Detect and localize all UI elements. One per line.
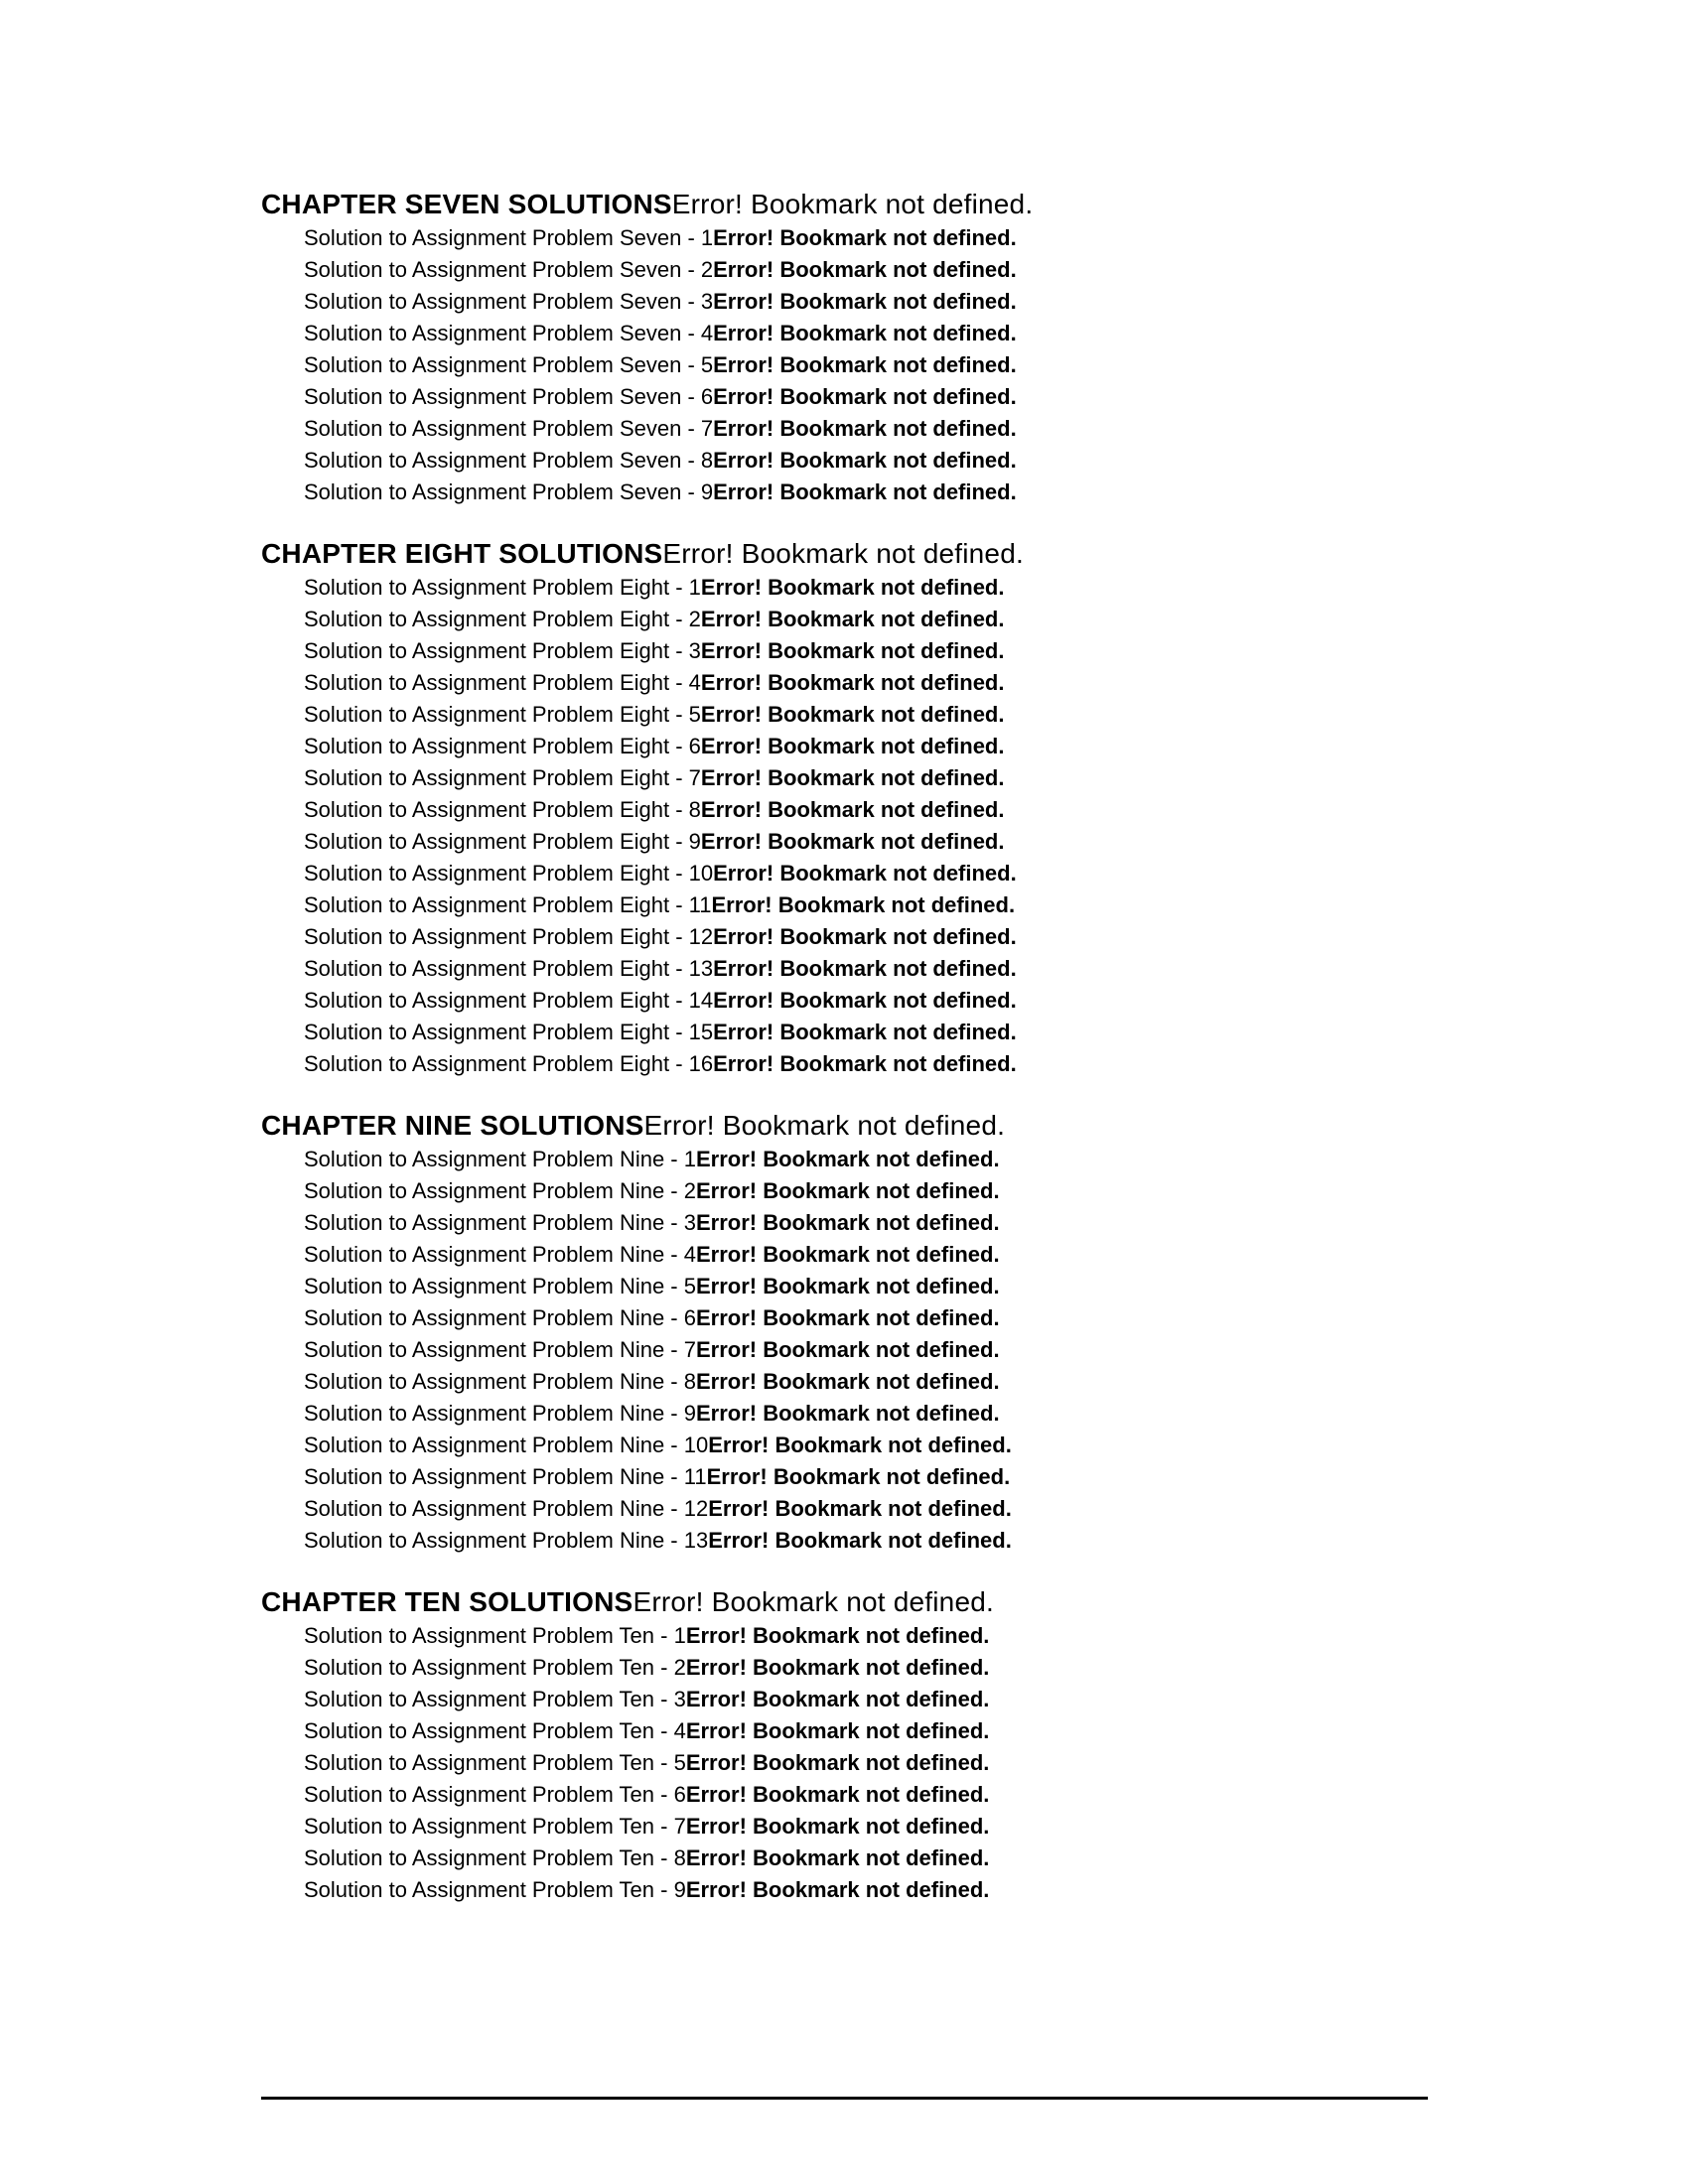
toc-entry-bookmark-error: Error! Bookmark not defined. [685,1782,990,1807]
toc-entry[interactable] [261,1048,1502,1080]
toc-entry[interactable] [261,1493,1502,1525]
toc-entry-title: Solution to Assignment Problem Eight - 6 [304,734,701,758]
toc-entry[interactable] [261,286,1502,318]
toc-entry-bookmark-error: Error! Bookmark not defined. [695,1274,1000,1298]
toc-entry-title: Solution to Assignment Problem Eight - 3 [304,638,701,663]
chapter-heading[interactable] [261,187,1502,222]
toc-entry[interactable] [261,1525,1502,1557]
toc-entry-title: Solution to Assignment Problem Ten - 5 [304,1750,686,1775]
toc-entry-title: Solution to Assignment Problem Seven - 7 [304,416,714,441]
toc-entry[interactable] [261,1652,1502,1684]
toc-entry-title: Solution to Assignment Problem Nine - 10 [304,1433,709,1457]
chapter-heading-title: CHAPTER TEN SOLUTIONS [261,1586,633,1617]
toc-entry-title: Solution to Assignment Problem Ten - 3 [304,1687,686,1711]
toc-entry-title: Solution to Assignment Problem Ten - 7 [304,1814,686,1839]
chapter-section [261,536,1502,1080]
toc-entry-bookmark-error: Error! Bookmark not defined. [695,1210,1000,1235]
toc-entry-bookmark-error: Error! Bookmark not defined. [713,861,1017,886]
toc-entry[interactable] [261,318,1502,349]
toc-entry-bookmark-error: Error! Bookmark not defined. [695,1147,1000,1171]
toc-entry-title: Solution to Assignment Problem Eight - 15 [304,1020,714,1044]
toc-entry-bookmark-error: Error! Bookmark not defined. [700,702,1005,727]
toc-entry-title: Solution to Assignment Problem Nine - 11 [304,1464,707,1489]
toc-entry-title: Solution to Assignment Problem Eight - 1 [304,575,701,600]
toc-entry-title: Solution to Assignment Problem Eight - 2 [304,607,701,631]
chapter-heading[interactable] [261,536,1502,572]
toc-entry-title: Solution to Assignment Problem Seven - 1 [304,225,714,250]
toc-entry[interactable] [261,635,1502,667]
toc-entry-bookmark-error: Error! Bookmark not defined. [685,1750,990,1775]
toc-entry-bookmark-error: Error! Bookmark not defined. [708,1496,1012,1521]
toc-entry-bookmark-error: Error! Bookmark not defined. [685,1687,990,1711]
toc-entry-bookmark-error: Error! Bookmark not defined. [695,1242,1000,1267]
toc-entry-bookmark-error: Error! Bookmark not defined. [700,575,1005,600]
toc-entry-bookmark-error: Error! Bookmark not defined. [713,1020,1017,1044]
toc-entry[interactable] [261,921,1502,953]
toc-entry-bookmark-error: Error! Bookmark not defined. [685,1845,990,1870]
toc-entry-bookmark-error: Error! Bookmark not defined. [700,670,1005,695]
toc-entry-bookmark-error: Error! Bookmark not defined. [685,1814,990,1839]
toc-entry-title: Solution to Assignment Problem Nine - 6 [304,1305,696,1330]
toc-entry[interactable] [261,1843,1502,1874]
toc-entry[interactable] [261,762,1502,794]
toc-entry-bookmark-error: Error! Bookmark not defined. [711,892,1016,917]
toc-entry-title: Solution to Assignment Problem Eight - 10 [304,861,714,886]
toc-entry-bookmark-error: Error! Bookmark not defined. [695,1337,1000,1362]
toc-entry-bookmark-error: Error! Bookmark not defined. [713,416,1017,441]
toc-entry-bookmark-error: Error! Bookmark not defined. [713,352,1017,377]
toc-entry[interactable] [261,1175,1502,1207]
toc-entry[interactable] [261,445,1502,477]
toc-entry-bookmark-error: Error! Bookmark not defined. [713,384,1017,409]
toc-entry[interactable] [261,858,1502,889]
toc-entry[interactable] [261,953,1502,985]
toc-entry[interactable] [261,1747,1502,1779]
chapter-heading-title: CHAPTER NINE SOLUTIONS [261,1110,644,1141]
toc-entry-title: Solution to Assignment Problem Nine - 5 [304,1274,696,1298]
toc-entry-bookmark-error: Error! Bookmark not defined. [695,1369,1000,1394]
toc-entry-bookmark-error: Error! Bookmark not defined. [713,321,1017,345]
toc-entry-title: Solution to Assignment Problem Eight - 16 [304,1051,714,1076]
toc-entry-title: Solution to Assignment Problem Eight - 9 [304,829,701,854]
toc-entry[interactable] [261,1811,1502,1843]
chapter-entries [261,1144,1502,1557]
toc-entry-title: Solution to Assignment Problem Ten - 4 [304,1718,686,1743]
toc-entry-title: Solution to Assignment Problem Eight - 7 [304,765,701,790]
toc-entry[interactable] [261,794,1502,826]
toc-entry-bookmark-error: Error! Bookmark not defined. [695,1305,1000,1330]
toc-entry-title: Solution to Assignment Problem Eight - 11 [304,892,712,917]
toc-entry-title: Solution to Assignment Problem Eight - 14 [304,988,714,1013]
footer-divider-line [261,2097,1428,2100]
toc-entry[interactable] [261,1366,1502,1398]
toc-entry-bookmark-error: Error! Bookmark not defined. [700,638,1005,663]
toc-entry-title: Solution to Assignment Problem Nine - 8 [304,1369,696,1394]
toc-entry[interactable] [261,381,1502,413]
chapter-heading-bookmark-error: Error! Bookmark not defined. [671,189,1034,219]
toc-entry[interactable] [261,1684,1502,1715]
toc-entry-title: Solution to Assignment Problem Ten - 2 [304,1655,686,1680]
toc-entry-title: Solution to Assignment Problem Seven - 2 [304,257,714,282]
chapter-heading[interactable] [261,1108,1502,1144]
toc-entry-title: Solution to Assignment Problem Eight - 5 [304,702,701,727]
toc-entry[interactable] [261,1430,1502,1461]
toc-entry-title: Solution to Assignment Problem Seven - 8 [304,448,714,473]
chapter-heading[interactable] [261,1584,1502,1620]
toc-entry[interactable] [261,1271,1502,1302]
toc-entry-title: Solution to Assignment Problem Nine - 1 [304,1147,696,1171]
toc-entry-bookmark-error: Error! Bookmark not defined. [700,734,1005,758]
toc-entry[interactable] [261,1334,1502,1366]
toc-entry[interactable] [261,667,1502,699]
chapter-section [261,187,1502,508]
toc-entry-title: Solution to Assignment Problem Nine - 3 [304,1210,696,1235]
toc-entry[interactable] [261,1302,1502,1334]
toc-entry-bookmark-error: Error! Bookmark not defined. [713,1051,1017,1076]
toc-entry-title: Solution to Assignment Problem Eight - 13 [304,956,714,981]
toc-entry-title: Solution to Assignment Problem Eight - 8 [304,797,701,822]
toc-entry-bookmark-error: Error! Bookmark not defined. [706,1464,1011,1489]
toc-entry[interactable] [261,604,1502,635]
toc-entry[interactable] [261,477,1502,508]
toc-entry-title: Solution to Assignment Problem Seven - 9 [304,479,714,504]
toc-entry[interactable] [261,1398,1502,1430]
toc-entry-title: Solution to Assignment Problem Nine - 9 [304,1401,696,1426]
toc-entry[interactable] [261,572,1502,604]
chapter-heading-bookmark-error: Error! Bookmark not defined. [633,1586,994,1617]
chapter-entries [261,572,1502,1080]
toc-entry[interactable] [261,413,1502,445]
chapter-heading-bookmark-error: Error! Bookmark not defined. [643,1110,1006,1141]
toc-entry[interactable] [261,889,1502,921]
toc-entry-title: Solution to Assignment Problem Eight - 12 [304,924,714,949]
toc-entry-title: Solution to Assignment Problem Nine - 2 [304,1178,696,1203]
toc-entry[interactable] [261,222,1502,254]
toc-entry-title: Solution to Assignment Problem Nine - 13 [304,1528,709,1553]
table-of-contents [261,187,1502,1906]
toc-entry[interactable] [261,349,1502,381]
toc-entry-bookmark-error: Error! Bookmark not defined. [685,1623,990,1648]
toc-entry[interactable] [261,1207,1502,1239]
toc-entry-bookmark-error: Error! Bookmark not defined. [713,448,1017,473]
toc-entry[interactable] [261,1620,1502,1652]
toc-entry[interactable] [261,1715,1502,1747]
toc-entry-bookmark-error: Error! Bookmark not defined. [713,988,1017,1013]
toc-entry[interactable] [261,731,1502,762]
toc-entry-bookmark-error: Error! Bookmark not defined. [700,797,1005,822]
toc-entry[interactable] [261,1461,1502,1493]
toc-entry-bookmark-error: Error! Bookmark not defined. [713,479,1017,504]
chapter-heading-bookmark-error: Error! Bookmark not defined. [662,538,1024,569]
toc-entry[interactable] [261,699,1502,731]
toc-entry-bookmark-error: Error! Bookmark not defined. [700,765,1005,790]
toc-entry-title: Solution to Assignment Problem Seven - 5 [304,352,714,377]
chapter-entries [261,1620,1502,1906]
toc-entry-title: Solution to Assignment Problem Nine - 4 [304,1242,696,1267]
chapter-heading-title: CHAPTER SEVEN SOLUTIONS [261,189,672,219]
chapter-section [261,1584,1502,1906]
toc-entry-title: Solution to Assignment Problem Ten - 6 [304,1782,686,1807]
toc-entry-title: Solution to Assignment Problem Nine - 7 [304,1337,696,1362]
toc-entry-bookmark-error: Error! Bookmark not defined. [695,1178,1000,1203]
toc-entry-title: Solution to Assignment Problem Ten - 1 [304,1623,686,1648]
toc-entry[interactable] [261,1239,1502,1271]
toc-entry-bookmark-error: Error! Bookmark not defined. [713,924,1017,949]
toc-entry-title: Solution to Assignment Problem Seven - 4 [304,321,714,345]
toc-entry-title: Solution to Assignment Problem Seven - 3 [304,289,714,314]
toc-entry[interactable] [261,1874,1502,1906]
toc-entry-bookmark-error: Error! Bookmark not defined. [685,1877,990,1902]
toc-entry-bookmark-error: Error! Bookmark not defined. [708,1433,1012,1457]
toc-entry-title: Solution to Assignment Problem Ten - 8 [304,1845,686,1870]
toc-entry-bookmark-error: Error! Bookmark not defined. [685,1655,990,1680]
toc-entry[interactable] [261,1779,1502,1811]
chapter-section [261,1108,1502,1557]
toc-entry[interactable] [261,985,1502,1017]
toc-entry[interactable] [261,1144,1502,1175]
toc-entry-bookmark-error: Error! Bookmark not defined. [713,257,1017,282]
chapter-entries [261,222,1502,508]
chapter-heading-title: CHAPTER EIGHT SOLUTIONS [261,538,663,569]
toc-entry-title: Solution to Assignment Problem Seven - 6 [304,384,714,409]
toc-entry-title: Solution to Assignment Problem Ten - 9 [304,1877,686,1902]
toc-entry-bookmark-error: Error! Bookmark not defined. [713,289,1017,314]
toc-entry-bookmark-error: Error! Bookmark not defined. [700,829,1005,854]
toc-entry[interactable] [261,826,1502,858]
toc-entry-bookmark-error: Error! Bookmark not defined. [713,956,1017,981]
toc-entry[interactable] [261,254,1502,286]
toc-entry-title: Solution to Assignment Problem Nine - 12 [304,1496,709,1521]
toc-entry-title: Solution to Assignment Problem Eight - 4 [304,670,701,695]
toc-entry-bookmark-error: Error! Bookmark not defined. [700,607,1005,631]
toc-entry-bookmark-error: Error! Bookmark not defined. [695,1401,1000,1426]
toc-entry-bookmark-error: Error! Bookmark not defined. [713,225,1017,250]
toc-entry[interactable] [261,1017,1502,1048]
toc-entry-bookmark-error: Error! Bookmark not defined. [708,1528,1012,1553]
toc-entry-bookmark-error: Error! Bookmark not defined. [685,1718,990,1743]
